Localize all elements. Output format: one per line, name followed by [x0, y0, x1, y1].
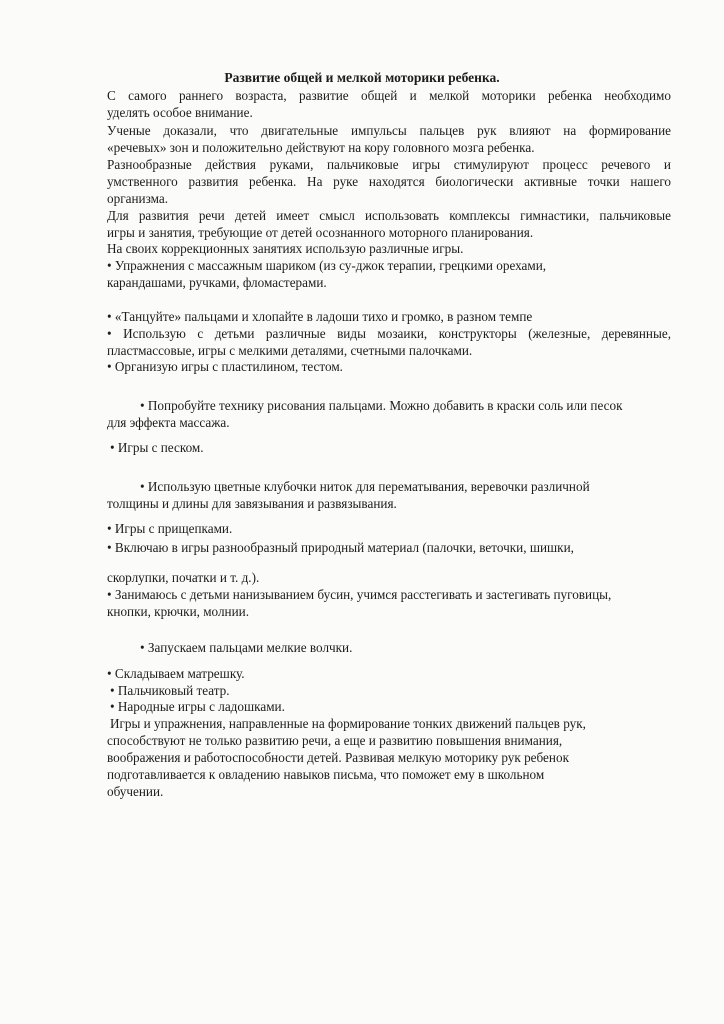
text-line: «речевых» зон и положительно действуют на кору головного мозга ребенка.: [107, 140, 535, 155]
document-title: Развитие общей и мелкой моторики ребенка.: [224, 70, 500, 85]
text-line: способствуют не только развитию речи, а еще и развитию повышения внимания,: [107, 733, 563, 748]
text-line: карандашами, ручками, фломастерами.: [107, 275, 327, 290]
text-line: С самого раннего возраста, развитие общей и мелкой моторики ребенка необходимо: [107, 88, 671, 103]
bullet-line: • Попробуйте технику рисования пальцами. Можно добавить в краски соль или песок: [140, 398, 623, 413]
bullet-line: • Народные игры с ладошками.: [110, 699, 285, 714]
text-line: Игры и упражнения, направленные на формирование тонких движений пальцев рук,: [110, 716, 586, 731]
bullet-line: • Пальчиковый театр.: [110, 683, 230, 698]
bullet-line: • Занимаюсь с детьми нанизыванием бусин, учимся расстегивать и застегивать пуговицы,: [107, 587, 612, 602]
text-line: скорлупки, початки и т. д.).: [107, 570, 260, 585]
text-line: подготавливается к овладению навыков письма, что поможет ему в школьном: [107, 767, 545, 782]
text-line: На своих коррекционных занятиях использую различные игры.: [107, 241, 464, 256]
text-line: Для развития речи детей имеет смысл использовать комплексы гимнастики, пальчиковые: [107, 208, 671, 223]
text-line: Разнообразные действия руками, пальчиковые игры стимулируют процесс речевого и: [107, 157, 671, 172]
bullet-line: • Складываем матрешку.: [107, 666, 245, 681]
text-line: толщины и длины для завязывания и развязывания.: [107, 496, 397, 511]
bullet-line: • Запускаем пальцами мелкие волчки.: [140, 640, 353, 655]
bullet-line: • Использую с детьми различные виды мозаики, конструкторы (железные, деревянные,: [107, 326, 671, 341]
bullet-line: • Организую игры с пластилином, тестом.: [107, 359, 343, 374]
text-line: игры и занятия, требующие от детей осознанного моторного планирования.: [107, 225, 534, 240]
bullet-line: • «Танцуйте» пальцами и хлопайте в ладоши тихо и громко, в разном темпе: [107, 309, 533, 324]
bullet-line: • Включаю в игры разнообразный природный материал (палочки, веточки, шишки,: [107, 540, 574, 555]
text-line: Ученые доказали, что двигательные импульсы пальцев рук влияют на формирование: [107, 123, 671, 138]
text-line: кнопки, крючки, молнии.: [107, 604, 250, 619]
bullet-line: • Игры с прищепками.: [107, 521, 233, 536]
text-line: уделять особое внимание.: [107, 105, 253, 120]
text-line: умственного развития ребенка. На руке находятся биологически активные точки нашего: [107, 174, 671, 189]
text-line: обучении.: [107, 784, 164, 799]
text-line: воображения и работоспособности детей. Развивая мелкую моторику рук ребенок: [107, 750, 569, 765]
bullet-line: • Упражнения с массажным шариком (из су-джок терапии, грецкими орехами,: [107, 258, 547, 273]
text-line: организма.: [107, 191, 168, 206]
bullet-line: • Использую цветные клубочки ниток для перематывания, веревочки различной: [140, 479, 590, 494]
text-line: для эффекта массажа.: [107, 415, 230, 430]
bullet-line: • Игры с песком.: [110, 440, 204, 455]
text-line: пластмассовые, игры с мелкими деталями, счетными палочками.: [107, 343, 473, 358]
